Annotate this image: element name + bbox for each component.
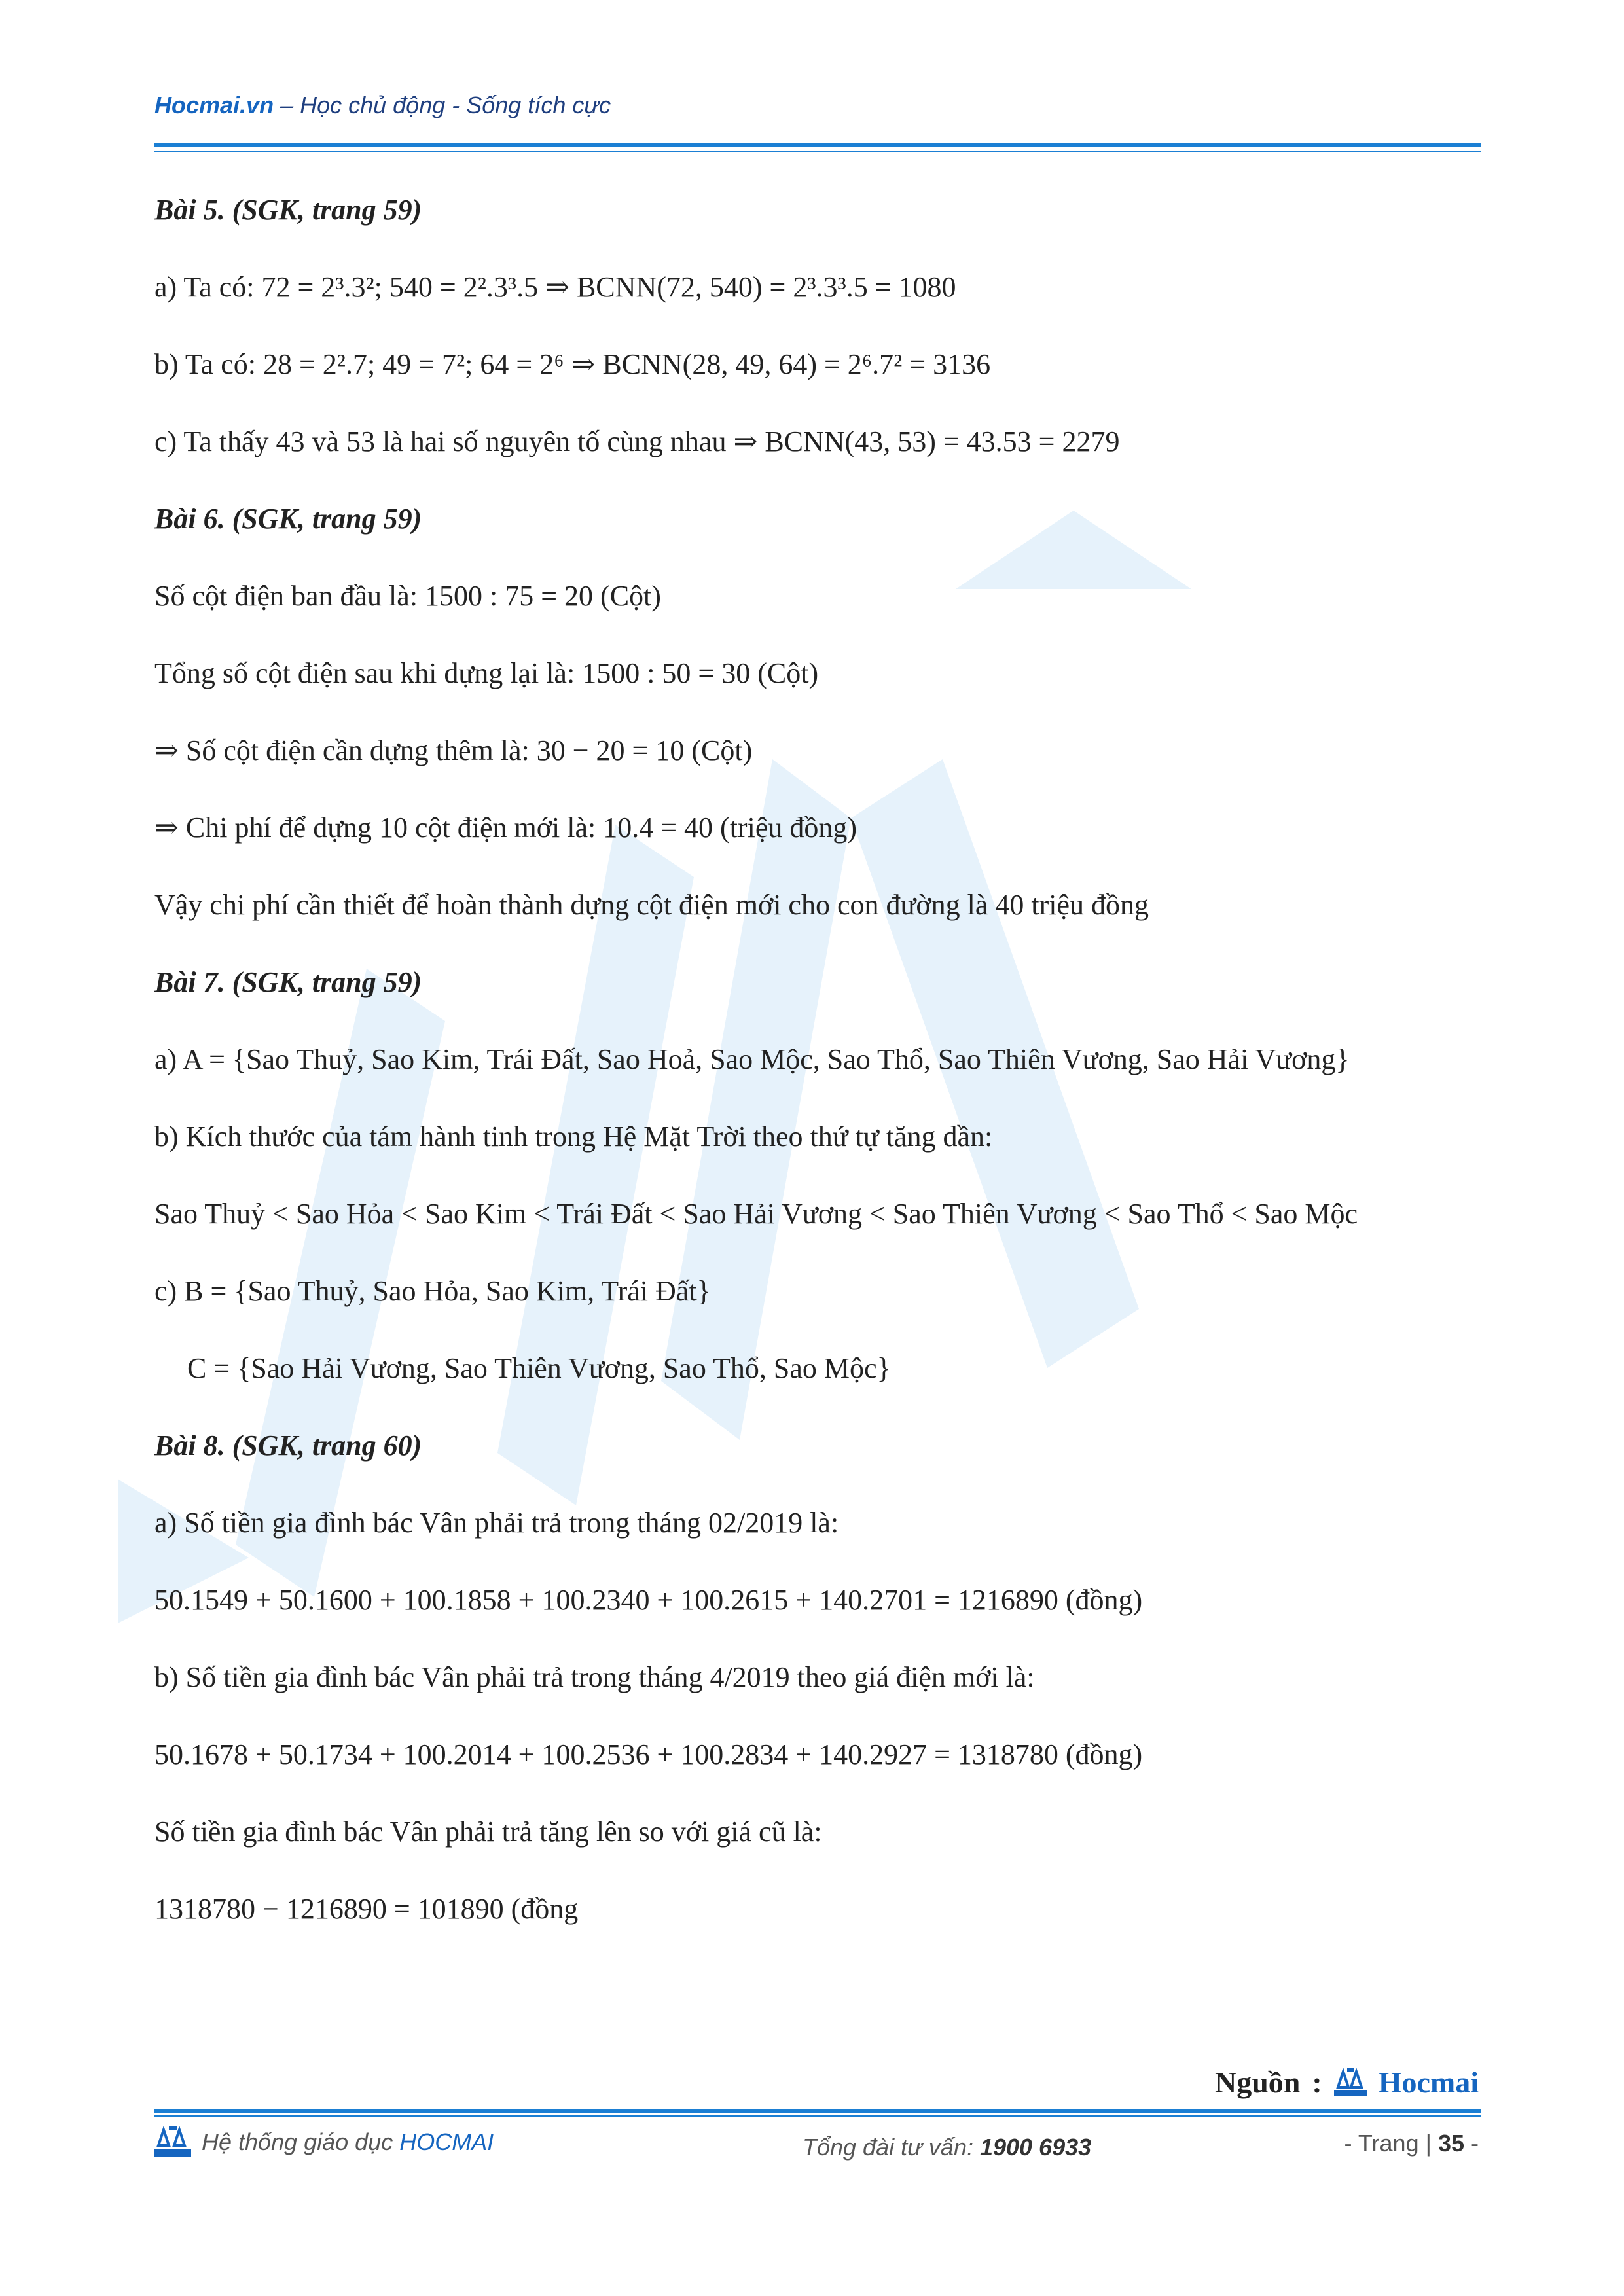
bai7-order: Sao Thuỷ < Sao Hỏa < Sao Kim < Trái Đất < Sao Hải Vương < Sao Thiên Vương < Sao Thổ < Sao Mộc	[154, 1198, 1358, 1230]
footer-page-number: 35	[1437, 2130, 1464, 2157]
bai5-line-c: c) Ta thấy 43 và 53 là hai số nguyên tố cùng nhau ⇒ BCNN(43, 53) = 43.53 = 2279	[154, 425, 1120, 457]
page-header	[154, 92, 611, 119]
header-divider	[154, 143, 1481, 157]
source-colon: :	[1312, 2066, 1322, 2099]
bai6-line-4: ⇒ Chi phí để dựng 10 cột điện mới là: 10.4 = 40 (triệu đồng)	[154, 812, 857, 844]
bai5-line-a: a) Ta có: 72 = 2³.3²; 540 = 2².3³.5 ⇒ BCNN(72, 540) = 2³.3³.5 = 1080	[154, 271, 956, 303]
footer-page	[1344, 2130, 1479, 2157]
bai6-line-3: ⇒ Số cột điện cần dựng thêm là: 30 − 20 = 10 (Cột)	[154, 734, 753, 766]
hocmai-footer-logo-icon	[154, 2126, 191, 2159]
footer-hotline	[803, 2134, 1091, 2161]
document-body	[154, 191, 1483, 1967]
source-label: Nguồn	[1214, 2066, 1301, 2099]
bai8-line-diff: Số tiền gia đình bác Vân phải trả tăng lên so với giá cũ là:	[154, 1816, 822, 1848]
bai7-line-c2: C = {Sao Hải Vương, Sao Thiên Vương, Sao Thổ, Sao Mộc}	[187, 1352, 891, 1384]
header-brand[interactable]: Hocmai.vn	[154, 92, 274, 118]
bai8-calc-b: 50.1678 + 50.1734 + 100.2014 + 100.2536 + 100.2834 + 140.2927 = 1318780 (đồng)	[154, 1738, 1143, 1770]
section-title-bai7: Bài 7. (SGK, trang 59)	[154, 966, 422, 998]
footer-hotline-number: 1900 6933	[979, 2134, 1092, 2161]
bai6-line-1: Số cột điện ban đầu là: 1500 : 75 = 20 (Cột)	[154, 580, 661, 612]
bai8-calc-diff: 1318780 − 1216890 = 101890 (đồng	[154, 1893, 579, 1925]
footer-page-suffix: -	[1464, 2130, 1479, 2157]
bai7-line-a: a) A = {Sao Thuỷ, Sao Kim, Trái Đất, Sao Hoả, Sao Mộc, Sao Thổ, Sao Thiên Vương, Sao Hải Vương}	[154, 1043, 1350, 1075]
page-footer	[154, 2126, 1479, 2165]
footer-page-prefix: - Trang |	[1344, 2130, 1438, 2157]
bai6-line-2: Tổng số cột điện sau khi dựng lại là: 1500 : 50 = 30 (Cột)	[154, 657, 819, 689]
source-credit	[1215, 2065, 1479, 2100]
bai7-line-c: c) B = {Sao Thuỷ, Sao Hỏa, Sao Kim, Trái Đất}	[154, 1275, 711, 1307]
footer-divider	[154, 2109, 1481, 2119]
source-brand[interactable]: Hocmai	[1378, 2066, 1479, 2099]
footer-hotline-label: Tổng đài tư vấn:	[803, 2134, 980, 2161]
section-title-bai5: Bài 5. (SGK, trang 59)	[154, 194, 422, 226]
footer-system-brand[interactable]: HOCMAI	[399, 2128, 494, 2155]
footer-system-label: Hệ thống giáo dục	[202, 2128, 400, 2155]
section-title-bai6: Bài 6. (SGK, trang 59)	[154, 503, 422, 535]
bai7-line-b: b) Kích thước của tám hành tinh trong Hệ Mặt Trời theo thứ tự tăng dần:	[154, 1121, 993, 1153]
hocmai-logo-icon	[1334, 2068, 1367, 2098]
bai8-line-b: b) Số tiền gia đình bác Vân phải trả trong tháng 4/2019 theo giá điện mới là:	[154, 1661, 1035, 1693]
bai8-line-a: a) Số tiền gia đình bác Vân phải trả trong tháng 02/2019 là:	[154, 1507, 839, 1539]
header-tagline: – Học chủ động - Sống tích cực	[274, 92, 611, 118]
bai8-calc-a: 50.1549 + 50.1600 + 100.1858 + 100.2340 + 100.2615 + 140.2701 = 1216890 (đồng)	[154, 1584, 1143, 1616]
bai5-line-b: b) Ta có: 28 = 2².7; 49 = 7²; 64 = 2⁶ ⇒ BCNN(28, 49, 64) = 2⁶.7² = 3136	[154, 348, 991, 380]
bai6-line-5: Vậy chi phí cần thiết để hoàn thành dựng cột điện mới cho con đường là 40 triệu đồng	[154, 889, 1149, 921]
footer-system	[154, 2126, 494, 2159]
section-title-bai8: Bài 8. (SGK, trang 60)	[154, 1429, 422, 1462]
